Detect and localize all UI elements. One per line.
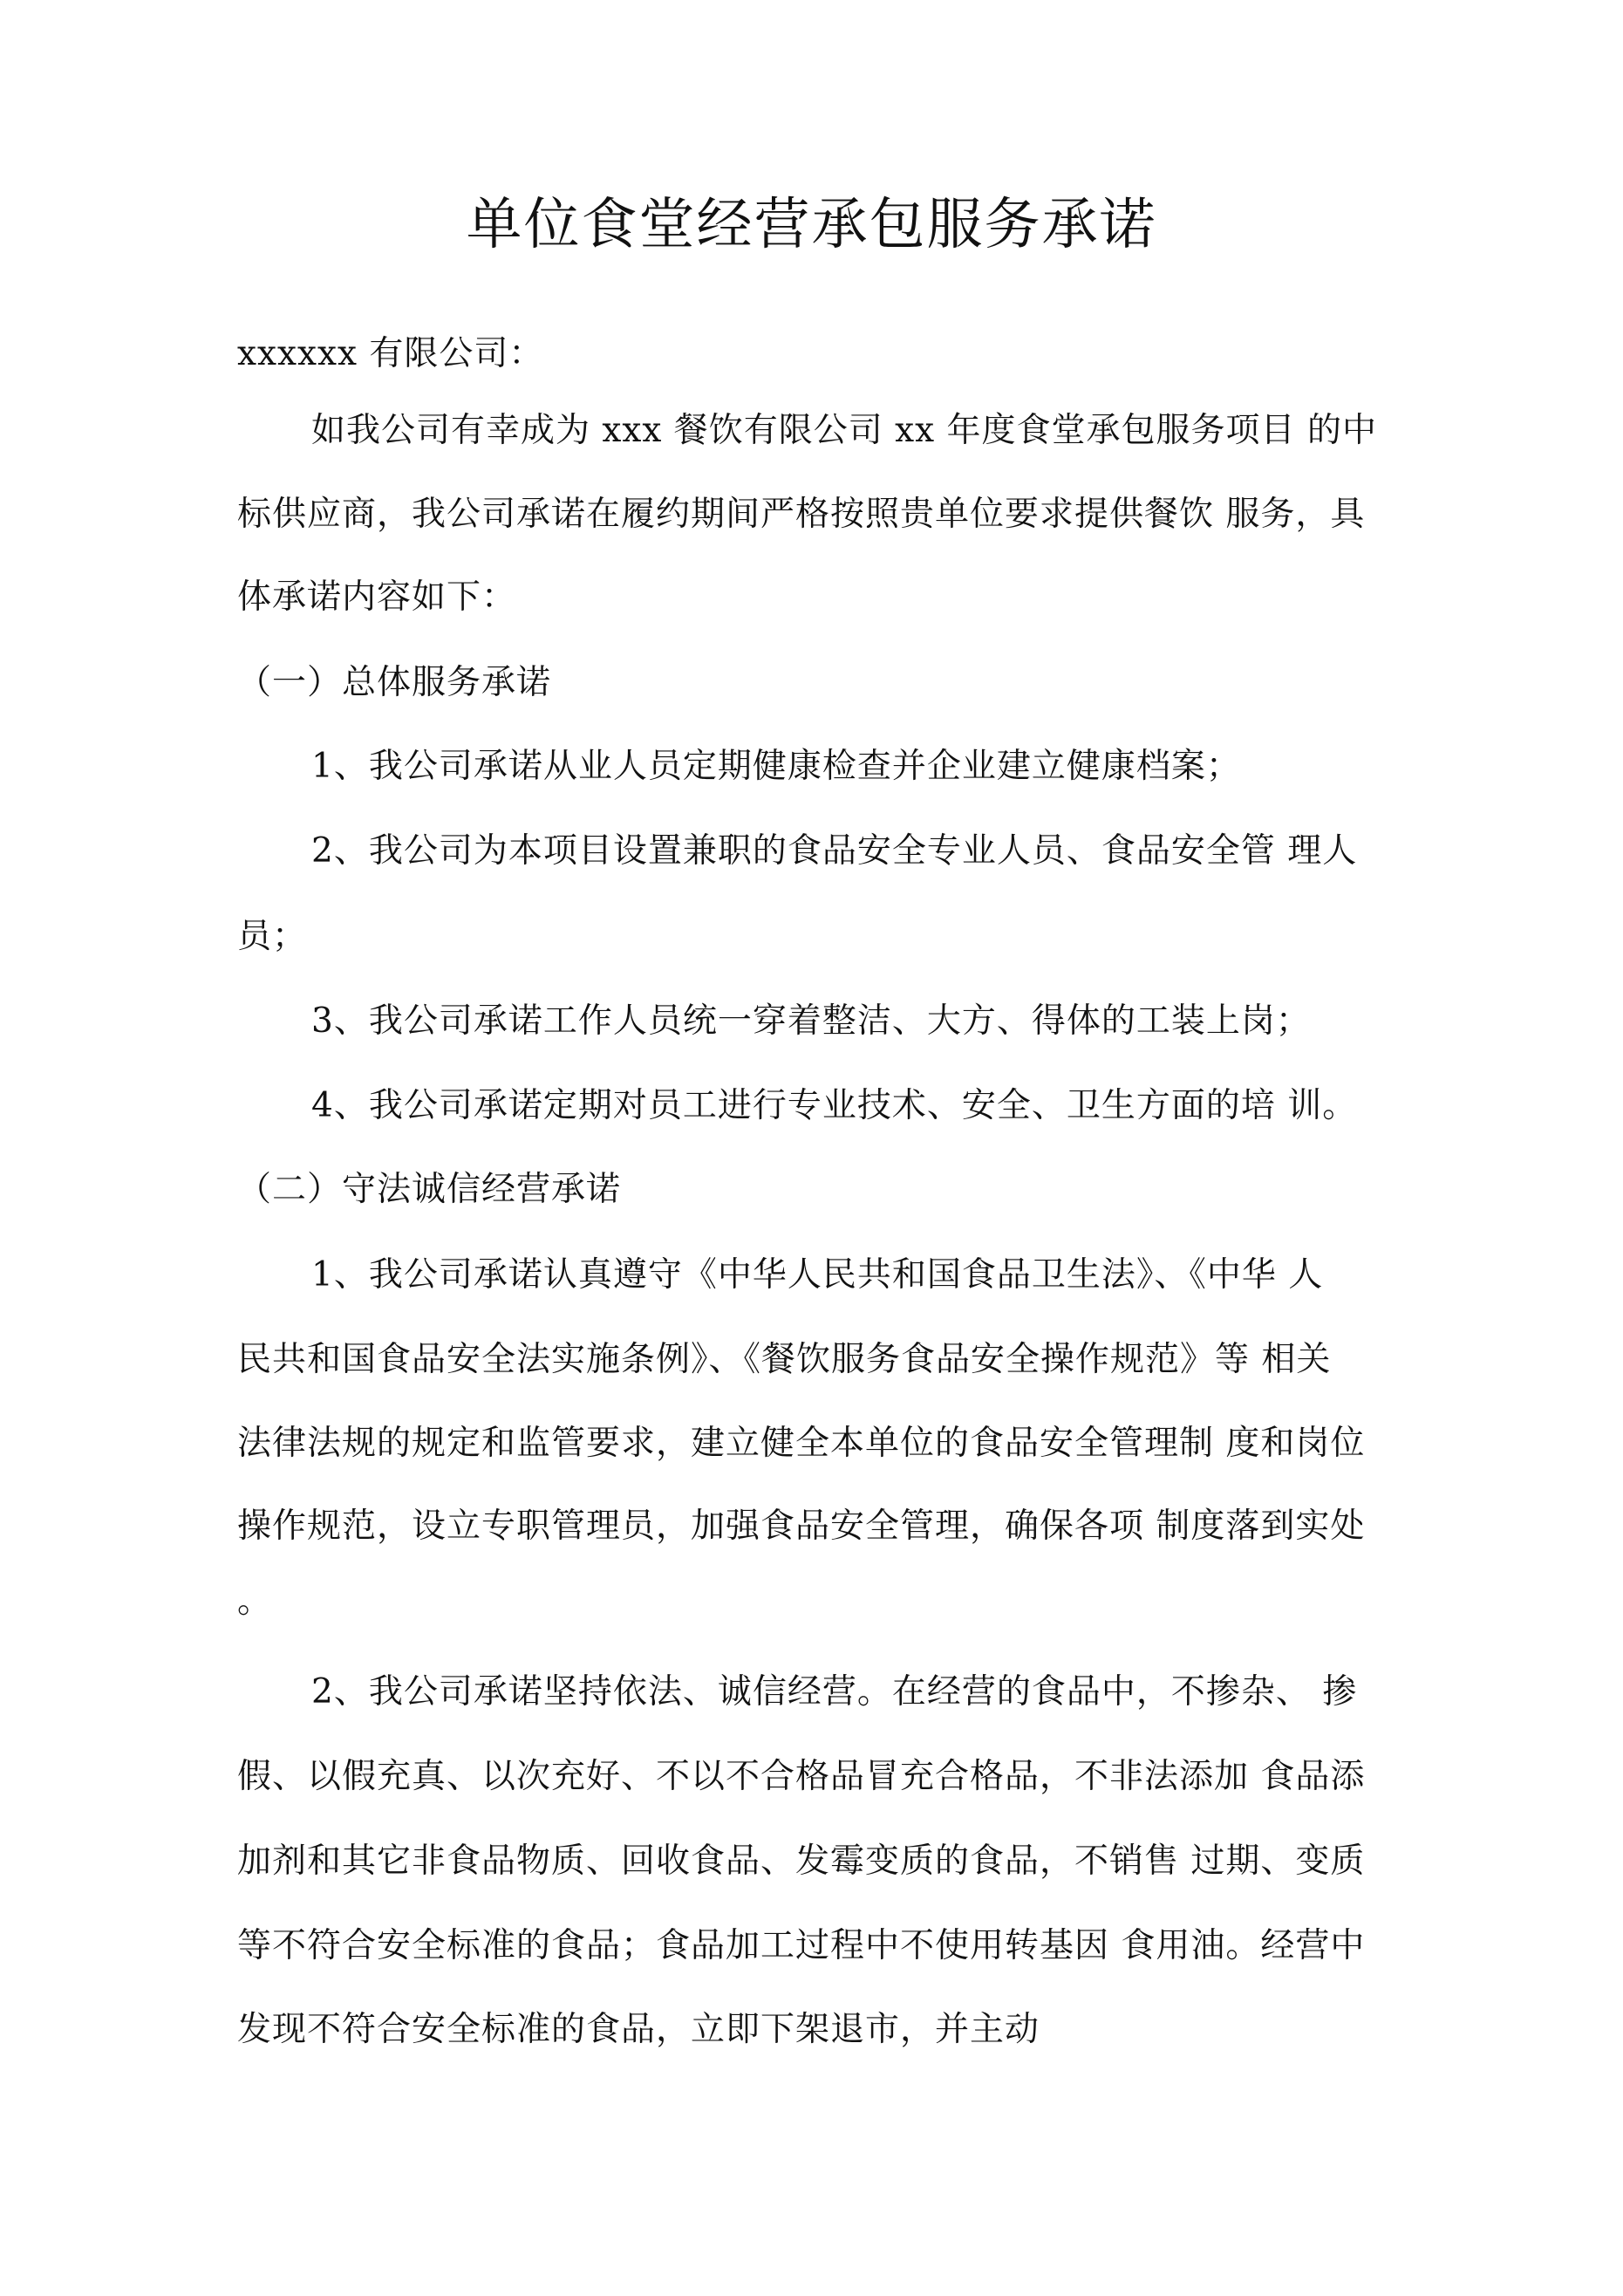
list-item: 4、我公司承诺定期对员工进行专业技术、安全、卫生方面的培 训。	[311, 1086, 1358, 1125]
addressee: xxxxxx 有限公司：	[237, 334, 544, 373]
list-item-continuation: 法律法规的规定和监管要求，建立健全本单位的食品安全管理制 度和岗位	[237, 1424, 1366, 1463]
list-item-continuation: 加剂和其它非食品物质、回收食品、发霉变质的食品，不销售 过期、变质	[237, 1842, 1366, 1881]
intro-line: 如我公司有幸成为 xxx 餐饮有限公司 xx 年度食堂承包服务项目 的中	[311, 411, 1377, 450]
list-item-continuation: 民共和国食品安全法实施条例》、《餐饮服务食品安全操作规范》等 相关	[237, 1340, 1332, 1379]
list-item-continuation: 发现不符合安全标准的食品，立即下架退市，并主动	[237, 2010, 1040, 2049]
list-item: 2、我公司为本项目设置兼职的食品安全专业人员、食品安全管 理人	[311, 831, 1358, 871]
list-item: 1、我公司承诺从业人员定期健康检查并企业建立健康档案；	[311, 747, 1241, 786]
intro-line: 标供应商，我公司承诺在履约期间严格按照贵单位要求提供餐饮 服务，具	[237, 495, 1366, 534]
document-title: 单位食堂经营承包服务承诺	[466, 193, 1157, 257]
list-item-continuation: 操作规范，设立专职管理员，加强食品安全管理，确保各项 制度落到实处	[237, 1507, 1366, 1546]
list-item-continuation: 等不符合安全标准的食品；食品加工过程中不使用转基因 食用油。经营中	[237, 1926, 1366, 1965]
list-item: 2、我公司承诺坚持依法、诚信经营。在经营的食品中，不掺杂、 掺	[311, 1672, 1358, 1712]
list-item-continuation: 员；	[237, 917, 308, 956]
section-heading: （一）总体服务承诺	[237, 663, 552, 702]
intro-line: 体承诺内容如下：	[237, 577, 517, 617]
section-heading: （二）守法诚信经营承诺	[237, 1170, 622, 1209]
list-item-continuation: 。	[237, 1582, 273, 1621]
list-item-continuation: 假、以假充真、以次充好、不以不合格品冒充合格品，不非法添加 食品添	[237, 1757, 1366, 1796]
list-item: 3、我公司承诺工作人员统一穿着整洁、大方、得体的工装上岗；	[311, 1001, 1311, 1041]
list-item: 1、我公司承诺认真遵守《中华人民共和国食品卫生法》、《中华 人	[311, 1255, 1324, 1295]
